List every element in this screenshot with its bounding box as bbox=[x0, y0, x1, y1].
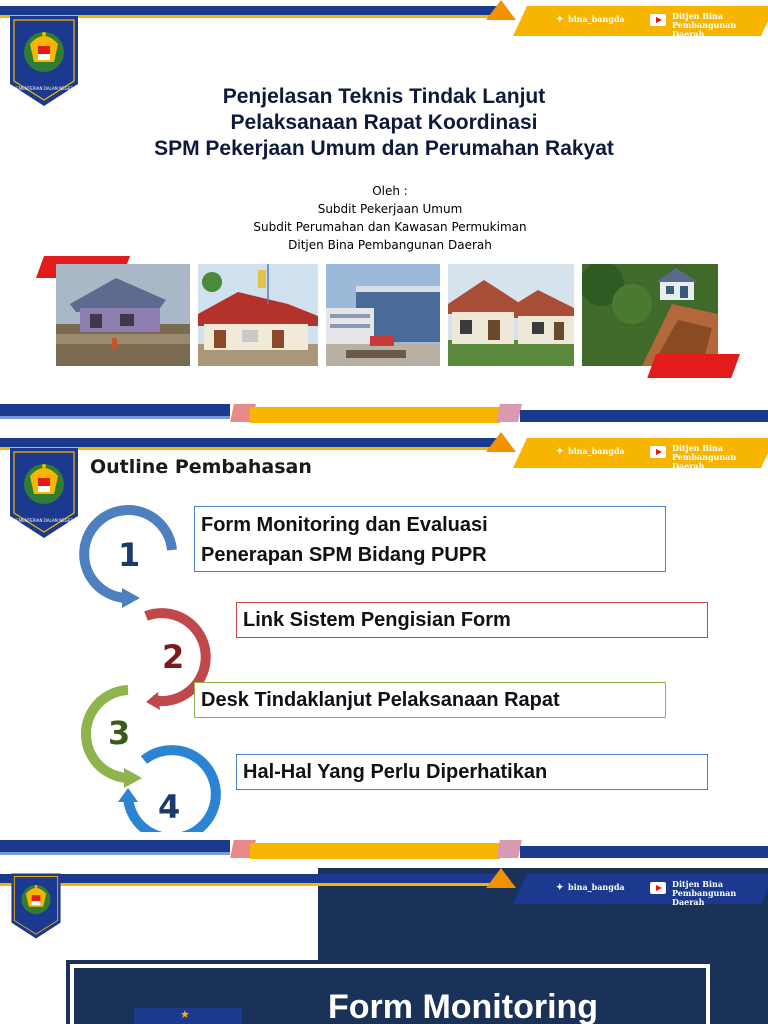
footer-blue-right bbox=[520, 410, 768, 422]
slide-title bbox=[0, 0, 768, 432]
footer-yellow-bar bbox=[250, 407, 500, 423]
svg-text:KEMENTERIAN DALAM NEGERI: KEMENTERIAN DALAM NEGERI bbox=[13, 518, 75, 523]
footer-blue-right bbox=[520, 846, 768, 858]
photo-red-roof-house bbox=[198, 264, 318, 366]
twitter-icon: ✦ bbox=[556, 14, 564, 25]
photo-row-houses bbox=[448, 264, 574, 366]
footer-thin-line bbox=[0, 416, 230, 419]
header-strip bbox=[0, 868, 768, 908]
slide-form-monitoring bbox=[0, 868, 768, 1024]
title-line1: Penjelasan Teknis Tindak Lanjut bbox=[222, 85, 546, 108]
youtube-icon[interactable] bbox=[650, 14, 666, 26]
footer-strip bbox=[0, 840, 768, 866]
youtube-line2: Pembangunan Daerah bbox=[672, 19, 737, 39]
twitter-icon: ✦ bbox=[556, 882, 564, 893]
youtube-line1: Ditjen Bina bbox=[672, 443, 724, 453]
twitter-link[interactable] bbox=[556, 447, 625, 457]
circle-4-arrow bbox=[118, 788, 138, 802]
form-monitoring-title: Form Monitoring bbox=[328, 988, 599, 1024]
footer-yellow-bar bbox=[250, 843, 500, 859]
photo-damaged-house bbox=[56, 264, 190, 366]
title-line2: Pelaksanaan Rapat Koordinasi bbox=[230, 111, 538, 134]
twitter-link[interactable] bbox=[556, 15, 625, 25]
presenter-line3: Ditjen Bina Pembangunan Daerah bbox=[288, 238, 492, 252]
outline-item-3-label: Desk Tindaklanjut Pelaksanaan Rapat bbox=[201, 689, 560, 711]
footer-accent-right bbox=[496, 404, 522, 422]
twitter-link[interactable] bbox=[556, 883, 625, 893]
emblem-caption: KEMENTERIAN DALAM NEGERI bbox=[13, 86, 75, 91]
footer-strip bbox=[0, 404, 768, 430]
number-2: 2 bbox=[162, 638, 185, 676]
by-label: Oleh : bbox=[372, 184, 408, 198]
footer-blue-left bbox=[0, 404, 230, 416]
youtube-channel[interactable] bbox=[672, 444, 768, 470]
outline-item-2-label: Link Sistem Pengisian Form bbox=[243, 609, 511, 631]
twitter-handle: bina_bangda bbox=[568, 882, 625, 892]
slide-outline bbox=[0, 432, 768, 868]
youtube-icon[interactable] bbox=[650, 882, 666, 894]
outline-item-1-line1: Form Monitoring dan Evaluasi bbox=[201, 514, 488, 536]
kemendagri-emblem-icon bbox=[8, 14, 80, 108]
presenter-line1: Subdit Pekerjaan Umum bbox=[317, 202, 463, 216]
circle-3-arrow bbox=[124, 768, 142, 788]
outline-item-2[interactable] bbox=[236, 602, 708, 638]
presenter-line2: Subdit Perumahan dan Kawasan Permukiman bbox=[253, 220, 527, 234]
photo-landslide bbox=[582, 264, 718, 366]
number-4: 4 bbox=[158, 788, 181, 826]
photo-government-building bbox=[326, 264, 440, 366]
presenter-block bbox=[180, 182, 600, 254]
outline-title: Outline Pembahasan bbox=[90, 456, 312, 478]
number-1: 1 bbox=[118, 536, 141, 574]
youtube-line1: Ditjen Bina bbox=[672, 879, 724, 889]
outline-item-4-label: Hal-Hal Yang Perlu Diperhatikan bbox=[243, 761, 548, 783]
footer-accent-right bbox=[496, 840, 522, 858]
circle-1-arrow bbox=[122, 588, 140, 608]
twitter-icon: ✦ bbox=[556, 446, 564, 457]
outline-item-1[interactable] bbox=[194, 506, 666, 572]
outline-item-3[interactable] bbox=[194, 682, 666, 718]
number-3: 3 bbox=[108, 714, 131, 752]
header-strip bbox=[0, 0, 768, 40]
youtube-channel[interactable] bbox=[672, 880, 768, 906]
youtube-line1: Ditjen Bina bbox=[672, 11, 724, 21]
title-line3: SPM Pekerjaan Umum dan Perumahan Rakyat bbox=[154, 137, 614, 160]
photo-strip bbox=[36, 256, 740, 378]
footer-thin-line bbox=[0, 852, 230, 855]
outline-item-4[interactable] bbox=[236, 754, 708, 790]
youtube-line2: Pembangunan Daerah bbox=[672, 451, 737, 471]
twitter-handle: bina_bangda bbox=[568, 446, 625, 456]
star-icon: ★ bbox=[180, 1009, 190, 1021]
outline-item-1-line2: Penerapan SPM Bidang PUPR bbox=[201, 544, 487, 566]
youtube-channel[interactable] bbox=[672, 12, 768, 38]
slide1-title bbox=[120, 84, 648, 162]
header-blue-bar bbox=[0, 874, 500, 883]
header-yellow-line bbox=[0, 883, 510, 886]
youtube-line2: Pembangunan Daerah bbox=[672, 887, 737, 907]
red-accent-right bbox=[647, 354, 740, 378]
circle-2-arrow bbox=[146, 692, 160, 710]
youtube-icon[interactable] bbox=[650, 446, 666, 458]
kemendagri-emblem-icon bbox=[10, 872, 62, 940]
twitter-handle: bina_bangda bbox=[568, 14, 625, 24]
footer-blue-left bbox=[0, 840, 230, 852]
